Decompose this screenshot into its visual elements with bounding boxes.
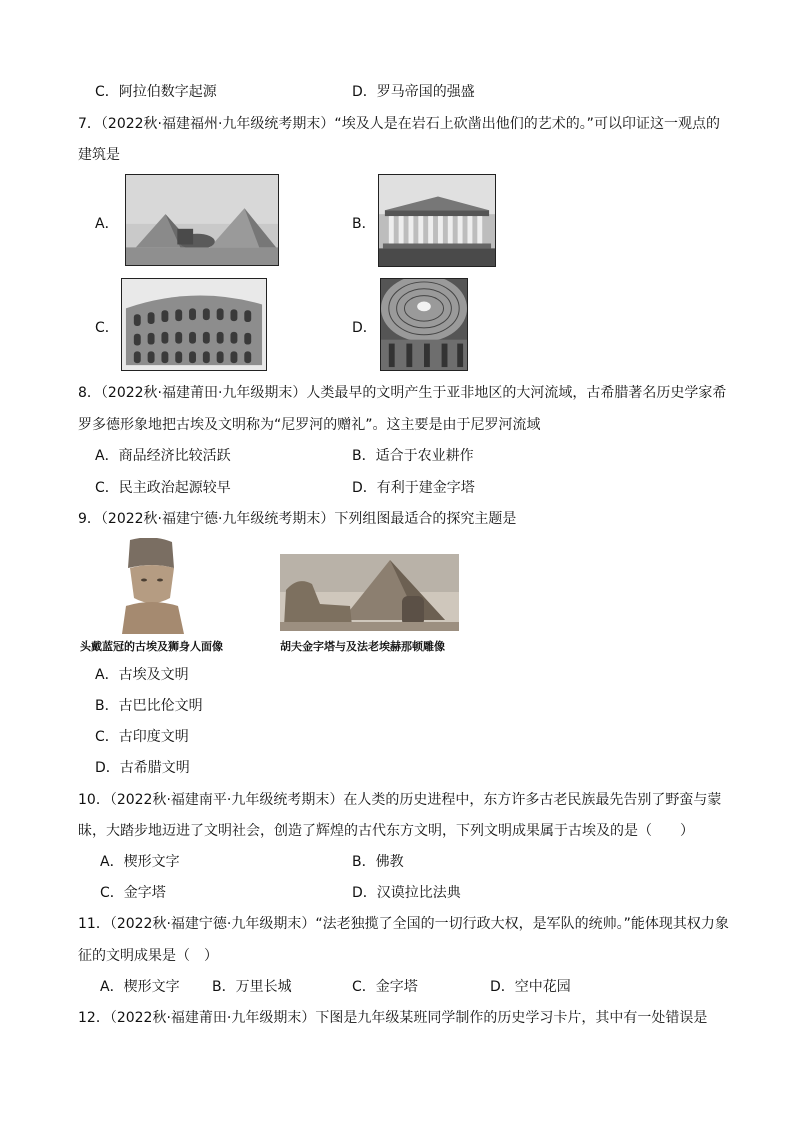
q8-option-a: A．商品经济比较活跃 bbox=[95, 448, 231, 464]
q9-stem: 9．（2022秋·福建宁德·九年级统考期末）下列组图最适合的探究主题是 bbox=[78, 511, 517, 527]
q9-option-a: A．古埃及文明 bbox=[95, 667, 189, 683]
khufu-pyramid-photo bbox=[280, 554, 459, 631]
q10-option-b: B．佛教 bbox=[352, 854, 404, 870]
q12-stem: 12．（2022秋·福建莆田·九年级期末）下图是九年级某班同学制作的历史学习卡片，其中有一处错误是 bbox=[78, 1010, 708, 1026]
q8-option-c: C．民主政治起源较早 bbox=[95, 480, 231, 496]
q7-label-c: C． bbox=[95, 320, 119, 336]
q7-label-a: A． bbox=[95, 216, 119, 232]
pharaoh-statue-photo bbox=[112, 538, 190, 634]
q6-option-d: D．罗马帝国的强盛 bbox=[352, 84, 475, 100]
q11-stem-line1: 11．（2022秋·福建宁德·九年级期末）“法老独揽了全国的一切行政大权，是军队的统帅。”能体现其权力象 bbox=[78, 916, 729, 932]
q9-caption-pyramid: 胡夫金字塔与及法老埃赫那顿雕像 bbox=[280, 640, 445, 653]
q9-option-c: C．古印度文明 bbox=[95, 729, 189, 745]
q11-option-b: B．万里长城 bbox=[212, 979, 292, 995]
q8-option-b: B．适合于农业耕作 bbox=[352, 448, 474, 464]
q7-label-b: B． bbox=[352, 216, 376, 232]
q7-label-d: D． bbox=[352, 320, 377, 336]
q8-option-d: D．有利于建金字塔 bbox=[352, 480, 475, 496]
q6-option-c: C．阿拉伯数字起源 bbox=[95, 84, 217, 100]
pantheon-dome-photo bbox=[380, 278, 468, 371]
q8-stem-line2: 罗多德形象地把古埃及文明称为“尼罗河的赠礼”。这主要是由于尼罗河流域 bbox=[78, 417, 541, 433]
pyramids-sphinx-photo bbox=[125, 174, 279, 266]
q10-option-a: A．楔形文字 bbox=[100, 854, 180, 870]
q9-option-d: D．古希腊文明 bbox=[95, 760, 190, 776]
q10-stem-line1: 10．（2022秋·福建南平·九年级统考期末）在人类的历史进程中，东方许多古老民族最先告别了野蛮与蒙 bbox=[78, 792, 722, 808]
q7-stem-line2: 建筑是 bbox=[78, 147, 120, 163]
parthenon-photo bbox=[378, 174, 496, 267]
q11-option-c: C．金字塔 bbox=[352, 979, 418, 995]
q8-stem-line1: 8．（2022秋·福建莆田·九年级期末）人类最早的文明产生于亚非地区的大河流域，古希腊著名历史学家希 bbox=[78, 385, 727, 401]
q9-caption-sphinx: 头戴蓝冠的古埃及狮身人面像 bbox=[80, 640, 223, 653]
q11-option-a: A．楔形文字 bbox=[100, 979, 180, 995]
q7-stem-line1: 7．（2022秋·福建福州·九年级统考期末）“埃及人是在岩石上砍凿出他们的艺术的。”可以印证这一观点的 bbox=[78, 116, 720, 132]
q9-option-b: B．古巴比伦文明 bbox=[95, 698, 203, 714]
colosseum-photo bbox=[121, 278, 267, 371]
q10-stem-line2: 昧，大踏步地迈进了文明社会，创造了辉煌的古代东方文明，下列文明成果属于古埃及的是（ ） bbox=[78, 823, 694, 839]
q11-stem-line2: 征的文明成果是（ ） bbox=[78, 948, 218, 964]
q10-option-d: D．汉谟拉比法典 bbox=[352, 885, 461, 901]
q10-option-c: C．金字塔 bbox=[100, 885, 166, 901]
q11-option-d: D．空中花园 bbox=[490, 979, 571, 995]
